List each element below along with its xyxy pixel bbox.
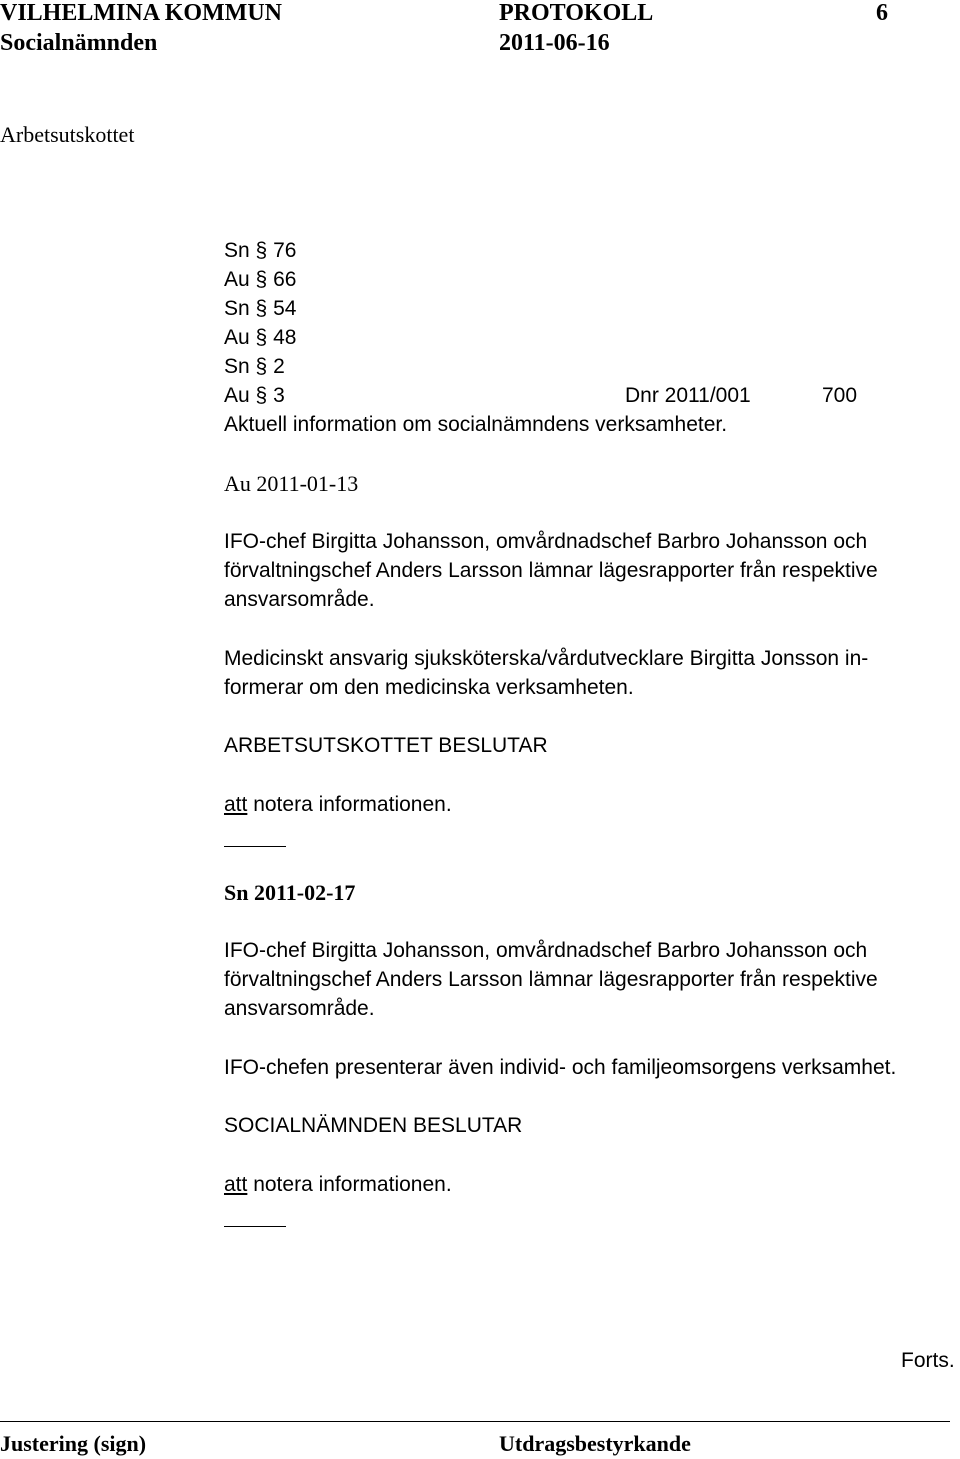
footer-rule bbox=[0, 1421, 950, 1422]
paragraph-ref: Sn § 54 bbox=[224, 297, 297, 320]
paragraph-ref: Sn § 2 bbox=[224, 355, 285, 378]
municipality-name: VILHELMINA KOMMUN bbox=[0, 0, 282, 26]
section-divider bbox=[224, 1226, 286, 1227]
body-name: Socialnämnden bbox=[0, 30, 158, 56]
sn-paragraph-line: IFO-chef Birgitta Johansson, omvårdnadschef Barbro Johansson och bbox=[224, 939, 868, 962]
document-type: PROTOKOLL bbox=[499, 0, 654, 26]
dnr-code: 700 bbox=[822, 384, 858, 407]
au-paragraph-line: förvaltningschef Anders Larsson lämnar lägesrapporter från respektive bbox=[224, 559, 878, 582]
sn-heading: Sn 2011-02-17 bbox=[224, 880, 356, 905]
sn-decision-heading: SOCIALNÄMNDEN BESLUTAR bbox=[224, 1114, 523, 1137]
au-paragraph-line: formerar om den medicinska verksamheten. bbox=[224, 676, 634, 699]
paragraph-ref: Au § 66 bbox=[224, 268, 297, 291]
au-heading: Au 2011-01-13 bbox=[224, 471, 359, 496]
au-paragraph-line: ansvarsområde. bbox=[224, 588, 375, 611]
au-decision: att notera informationen. bbox=[224, 793, 452, 816]
subject-title: Aktuell information om socialnämndens verksamheter. bbox=[224, 413, 728, 436]
footer-utdragsbestyrkande: Utdragsbestyrkande bbox=[499, 1431, 691, 1456]
meeting-date: 2011-06-16 bbox=[499, 30, 610, 56]
au-decision-heading: ARBETSUTSKOTTET BESLUTAR bbox=[224, 734, 548, 757]
continued-marker: Forts. bbox=[901, 1349, 955, 1372]
paragraph-ref: Sn § 76 bbox=[224, 239, 297, 262]
sn-decision: att notera informationen. bbox=[224, 1173, 452, 1196]
sn-paragraph-line: förvaltningschef Anders Larsson lämnar lägesrapporter från respektive bbox=[224, 968, 878, 991]
footer-justering: Justering (sign) bbox=[0, 1431, 147, 1456]
sn-paragraph-line: IFO-chefen presenterar även individ- och familjeomsorgens verksamhet. bbox=[224, 1056, 897, 1079]
paragraph-ref: Au § 3 bbox=[224, 384, 285, 407]
au-paragraph-line: Medicinskt ansvarig sjuksköterska/vårdutvecklare Birgitta Jonsson in- bbox=[224, 647, 869, 670]
au-paragraph-line: IFO-chef Birgitta Johansson, omvårdnadschef Barbro Johansson och bbox=[224, 530, 868, 553]
page-number: 6 bbox=[876, 0, 888, 26]
committee-name: Arbetsutskottet bbox=[0, 122, 135, 147]
paragraph-ref: Au § 48 bbox=[224, 326, 297, 349]
sn-paragraph-line: ansvarsområde. bbox=[224, 997, 375, 1020]
dnr-label: Dnr 2011/001 bbox=[625, 384, 751, 407]
section-divider bbox=[224, 846, 286, 847]
